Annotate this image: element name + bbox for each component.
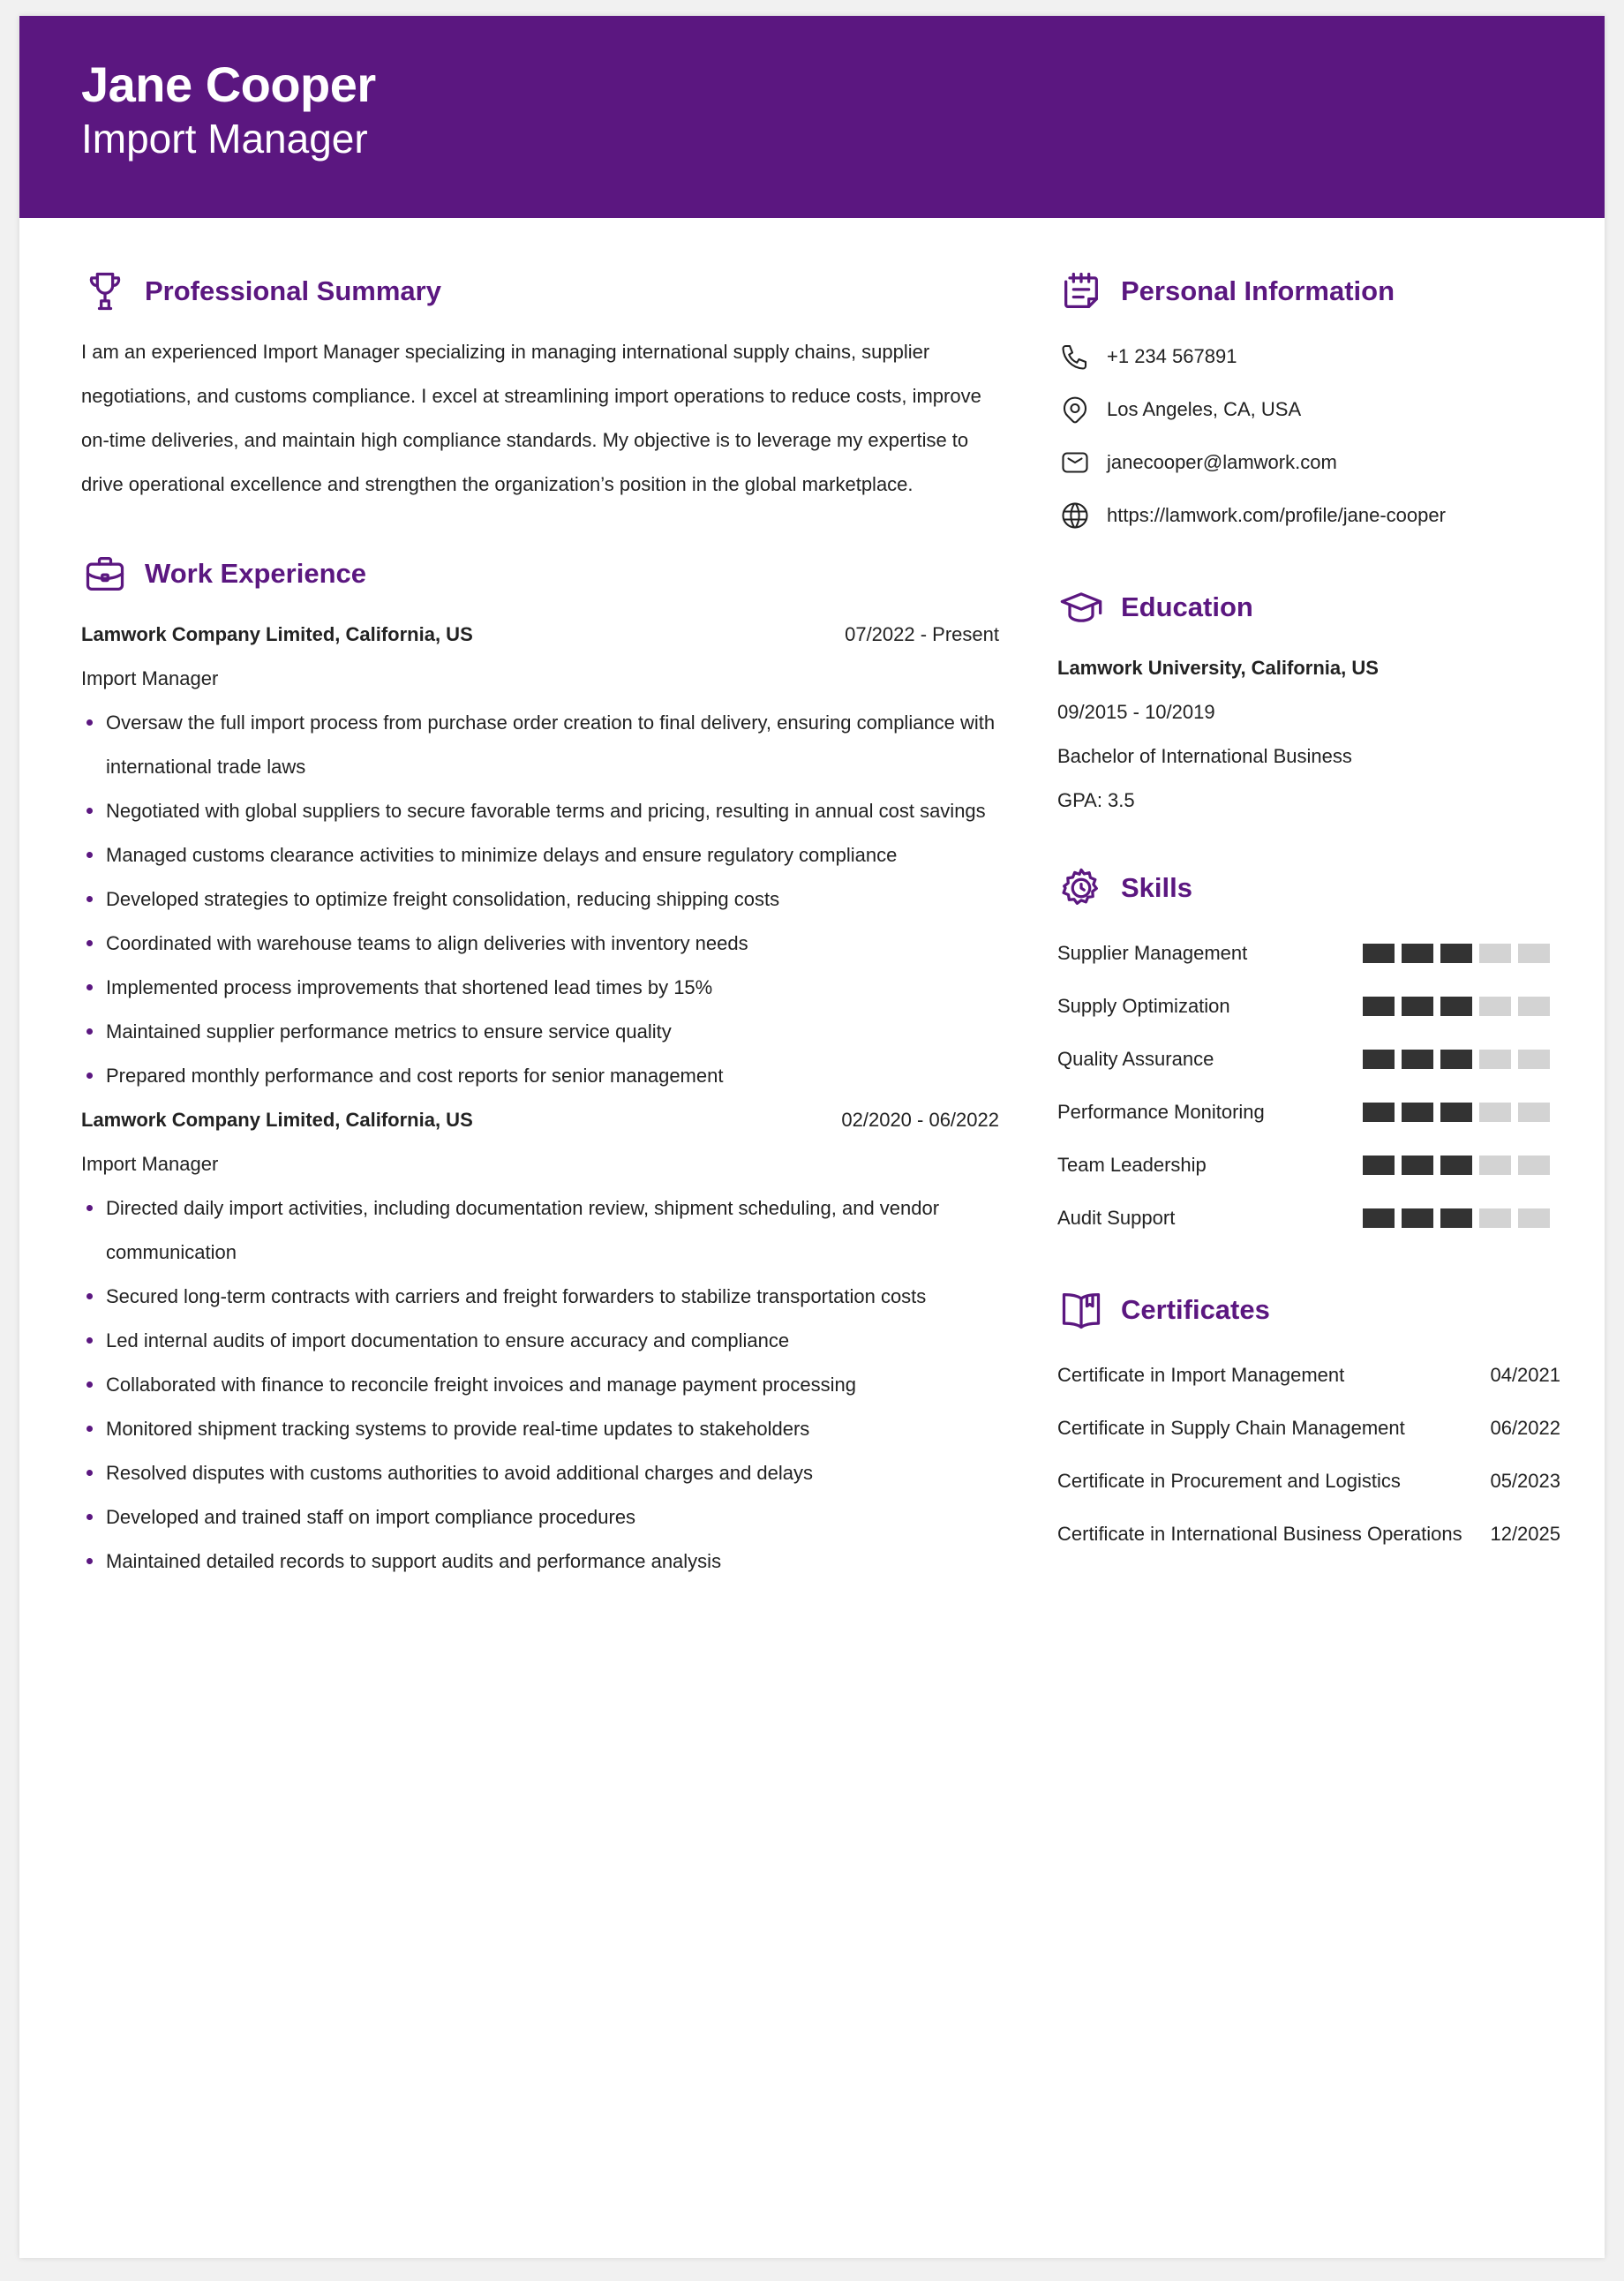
- certificate-date: 05/2023: [1490, 1470, 1560, 1492]
- certificate-row: [1057, 1508, 1560, 1561]
- open-book-icon: [1057, 1286, 1105, 1334]
- skill-segment-empty: [1479, 1208, 1511, 1228]
- job-bullet: Implemented process improvements that shortened lead times by 15%: [81, 966, 999, 1010]
- job-bullet: Led internal audits of import documentation to ensure accuracy and compliance: [81, 1319, 999, 1363]
- skill-segment-empty: [1518, 1156, 1550, 1175]
- job-entry: [81, 613, 999, 1098]
- skill-segment-filled: [1440, 1103, 1472, 1122]
- job-bullet: Monitored shipment tracking systems to provide real-time updates to stakeholders: [81, 1407, 999, 1451]
- job-bullet: Secured long-term contracts with carriers and freight forwarders to stabilize transportation costs: [81, 1275, 999, 1319]
- education-dates: 09/2015 - 10/2019: [1057, 701, 1215, 723]
- section-title: Professional Summary: [145, 275, 441, 306]
- education-degree: Bachelor of International Business: [1057, 745, 1352, 767]
- skills-list: [1057, 927, 1560, 1245]
- summary-text: I am an experienced Import Manager specializing in managing international supply chains, supplier negotiations, and customs compliance. I excel at streamlining import operations to reduce costs, improve on-time deliveries, and maintain high compliance standards. My objective is to leverage my expertise to drive operational excellence and strengthen the organization’s position in the global marketplace.: [81, 341, 981, 495]
- skill-segment-empty: [1518, 1050, 1550, 1069]
- job-dates: 02/2020 - 06/2022: [841, 1109, 999, 1131]
- job-header: [81, 613, 999, 657]
- skill-level-bar: [1363, 1208, 1550, 1228]
- section-heading: [1057, 1284, 1560, 1336]
- skill-name: Performance Monitoring: [1057, 1101, 1265, 1123]
- left-column: [81, 265, 999, 1584]
- section-heading: [1057, 862, 1560, 915]
- skill-segment-empty: [1479, 1050, 1511, 1069]
- job-company: Lamwork Company Limited, California, US: [81, 623, 473, 645]
- briefcase-icon: [81, 550, 129, 598]
- job-bullet: Resolved disputes with customs authorities to avoid additional charges and delays: [81, 1451, 999, 1495]
- skill-level-bar: [1363, 944, 1550, 963]
- phone-row: [1057, 330, 1560, 383]
- job-bullet: Developed and trained staff on import compliance procedures: [81, 1495, 999, 1539]
- section-heading: [81, 547, 999, 600]
- personal-information-section: [1057, 265, 1560, 542]
- certificate-row: [1057, 1455, 1560, 1508]
- resume-header: [19, 16, 1605, 218]
- globe-icon: [1057, 498, 1093, 533]
- skill-row: [1057, 1192, 1560, 1245]
- professional-summary-section: [81, 265, 999, 507]
- job-header: [81, 1098, 999, 1142]
- certificate-row: [1057, 1349, 1560, 1402]
- email-value[interactable]: janecooper@lamwork.com: [1107, 451, 1337, 473]
- job-bullet: Oversaw the full import process from purchase order creation to final delivery, ensuring compliance with international trade laws: [81, 701, 999, 789]
- certificate-name: Certificate in Procurement and Logistics: [1057, 1470, 1401, 1492]
- skill-segment-empty: [1518, 1103, 1550, 1122]
- skill-name: Supply Optimization: [1057, 995, 1230, 1017]
- section-heading: [1057, 265, 1560, 318]
- job-dates: 07/2022 - Present: [845, 623, 999, 645]
- skill-segment-filled: [1440, 997, 1472, 1016]
- certificate-row: [1057, 1402, 1560, 1455]
- certificates-section: [1057, 1284, 1560, 1561]
- graduation-cap-icon: [1057, 583, 1105, 631]
- skill-segment-filled: [1440, 1208, 1472, 1228]
- work-experience-section: [81, 547, 999, 1584]
- skill-segment-filled: [1402, 1050, 1433, 1069]
- education-gpa: GPA: 3.5: [1057, 789, 1135, 811]
- skill-segment-empty: [1479, 1103, 1511, 1122]
- job-bullets: [81, 701, 999, 1098]
- website-value[interactable]: https://lamwork.com/profile/jane-cooper: [1107, 504, 1446, 526]
- skill-segment-filled: [1440, 1156, 1472, 1175]
- skill-level-bar: [1363, 997, 1550, 1016]
- skill-name: Team Leadership: [1057, 1154, 1207, 1176]
- skill-segment-filled: [1402, 1156, 1433, 1175]
- skill-segment-filled: [1402, 1208, 1433, 1228]
- skills-section: [1057, 862, 1560, 1245]
- skill-segment-filled: [1402, 944, 1433, 963]
- certificate-name: Certificate in International Business Operations: [1057, 1523, 1462, 1545]
- job-bullet: Developed strategies to optimize freight consolidation, reducing shipping costs: [81, 877, 999, 922]
- job-bullet: Collaborated with finance to reconcile freight invoices and manage payment processing: [81, 1363, 999, 1407]
- skill-row: [1057, 927, 1560, 980]
- job-bullets: [81, 1186, 999, 1584]
- location-value: Los Angeles, CA, USA: [1107, 398, 1302, 420]
- education-section: [1057, 581, 1560, 823]
- job-bullet: Coordinated with warehouse teams to align deliveries with inventory needs: [81, 922, 999, 966]
- section-title: Personal Information: [1121, 275, 1395, 306]
- skill-segment-empty: [1479, 1156, 1511, 1175]
- job-bullet: Maintained supplier performance metrics to ensure service quality: [81, 1010, 999, 1054]
- skill-name: Audit Support: [1057, 1207, 1176, 1229]
- section-heading: [81, 265, 999, 318]
- skill-segment-empty: [1479, 944, 1511, 963]
- skill-segment-empty: [1518, 997, 1550, 1016]
- skill-segment-filled: [1363, 1208, 1395, 1228]
- location-row: [1057, 383, 1560, 436]
- website-row: [1057, 489, 1560, 542]
- job-role: Import Manager: [81, 1153, 219, 1175]
- skill-segment-filled: [1363, 944, 1395, 963]
- email-row: [1057, 436, 1560, 489]
- skill-segment-filled: [1402, 997, 1433, 1016]
- skill-segment-filled: [1363, 997, 1395, 1016]
- right-column: [1057, 265, 1560, 1561]
- job-role: Import Manager: [81, 667, 219, 689]
- phone-icon: [1057, 339, 1093, 374]
- candidate-title: Import Manager: [81, 116, 368, 162]
- certificate-date: 06/2022: [1490, 1417, 1560, 1439]
- gear-clock-icon: [1057, 864, 1105, 912]
- skill-segment-filled: [1363, 1103, 1395, 1122]
- resume-page: [19, 16, 1605, 2258]
- job-company: Lamwork Company Limited, California, US: [81, 1109, 473, 1131]
- job-entry: [81, 1098, 999, 1584]
- skill-segment-filled: [1440, 944, 1472, 963]
- skill-name: Supplier Management: [1057, 942, 1248, 964]
- certificate-name: Certificate in Import Management: [1057, 1364, 1345, 1386]
- trophy-icon: [81, 267, 129, 315]
- skill-segment-filled: [1363, 1156, 1395, 1175]
- certificate-date: 04/2021: [1490, 1364, 1560, 1386]
- section-title: Skills: [1121, 872, 1192, 903]
- location-pin-icon: [1057, 392, 1093, 427]
- skill-segment-filled: [1402, 1103, 1433, 1122]
- calendar-notes-icon: [1057, 267, 1105, 315]
- job-bullet: Managed customs clearance activities to minimize delays and ensure regulatory compliance: [81, 833, 999, 877]
- section-heading: [1057, 581, 1560, 634]
- skill-segment-empty: [1518, 1208, 1550, 1228]
- job-bullet: Negotiated with global suppliers to secure favorable terms and pricing, resulting in annual cost savings: [81, 789, 999, 833]
- certificate-name: Certificate in Supply Chain Management: [1057, 1417, 1405, 1439]
- job-bullet: Prepared monthly performance and cost reports for senior management: [81, 1054, 999, 1098]
- skill-level-bar: [1363, 1050, 1550, 1069]
- skill-segment-filled: [1440, 1050, 1472, 1069]
- skill-level-bar: [1363, 1156, 1550, 1175]
- skill-segment-empty: [1518, 944, 1550, 963]
- section-title: Education: [1121, 591, 1253, 622]
- job-bullet: Directed daily import activities, including documentation review, shipment scheduling, and vendor communication: [81, 1186, 999, 1275]
- education-school: Lamwork University, California, US: [1057, 657, 1379, 679]
- skill-segment-filled: [1363, 1050, 1395, 1069]
- certificate-date: 12/2025: [1490, 1523, 1560, 1545]
- job-bullet: Maintained detailed records to support audits and performance analysis: [81, 1539, 999, 1584]
- section-title: Certificates: [1121, 1294, 1270, 1325]
- skill-row: [1057, 1139, 1560, 1192]
- skill-name: Quality Assurance: [1057, 1048, 1214, 1070]
- section-title: Work Experience: [145, 558, 366, 589]
- phone-value: +1 234 567891: [1107, 345, 1237, 367]
- candidate-name: Jane Cooper: [81, 56, 376, 112]
- skill-row: [1057, 1086, 1560, 1139]
- skill-level-bar: [1363, 1103, 1550, 1122]
- skill-segment-empty: [1479, 997, 1511, 1016]
- skill-row: [1057, 1033, 1560, 1086]
- skill-row: [1057, 980, 1560, 1033]
- mail-icon: [1057, 445, 1093, 480]
